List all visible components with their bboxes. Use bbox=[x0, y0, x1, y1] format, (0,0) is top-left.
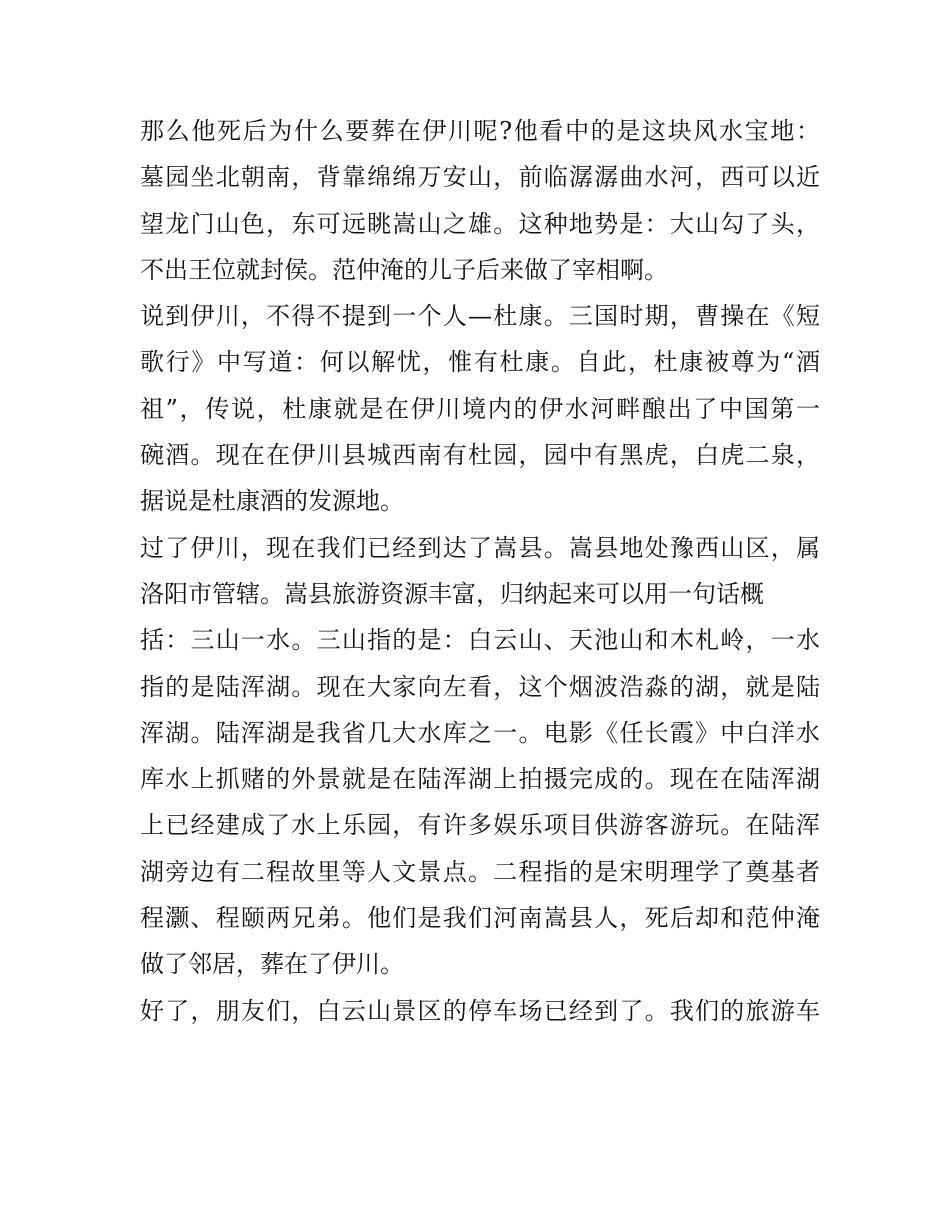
text-line: 好了，朋友们，白云山景区的停车场已经到了。我们的旅游车 bbox=[140, 996, 820, 1025]
text-line: 歌行》中写道：何以解忧，惟有杜康。自此，杜康被尊为“酒 bbox=[140, 348, 820, 377]
text-line: 过了伊川，现在我们已经到达了嵩县。嵩县地处豫西山区，属 bbox=[140, 533, 820, 562]
text-line: 据说是杜康酒的发源地。 bbox=[140, 487, 404, 516]
text-line: 上已经建成了水上乐园，有许多娱乐项目供游客游玩。在陆浑 bbox=[140, 811, 820, 840]
text-line: 浑湖。陆浑湖是我省几大水库之一。电影《任长霞》中白洋水 bbox=[140, 718, 820, 747]
text-line: 祖”，传说，杜康就是在伊川境内的伊水河畔酿出了中国第一 bbox=[140, 394, 820, 423]
text-line: 碗酒。现在在伊川县城西南有杜园，园中有黑虎，白虎二泉， bbox=[140, 441, 820, 470]
text-line: 说到伊川，不得不提到一个人—杜康。三国时期，曹操在《短 bbox=[140, 302, 820, 331]
text-line: 做了邻居，葬在了伊川。 bbox=[140, 950, 404, 979]
text-line: 那么他死后为什么要葬在伊川呢?他看中的是这块风水宝地： bbox=[140, 117, 820, 145]
text-line: 程灏、程颐两兄弟。他们是我们河南嵩县人，死后却和范仲淹 bbox=[140, 904, 820, 933]
text-line: 望龙门山色，东可远眺嵩山之雄。这种地势是：大山勾了头， bbox=[140, 209, 820, 238]
text-line: 墓园坐北朝南，背靠绵绵万安山，前临潺潺曲水河，西可以近 bbox=[140, 163, 820, 192]
text-line: 库水上抓赌的外景就是在陆浑湖上拍摄完成的。现在在陆浑湖 bbox=[140, 765, 820, 794]
document-body-text bbox=[140, 108, 820, 1034]
text-line: 指的是陆浑湖。现在大家向左看，这个烟波浩淼的湖，就是陆 bbox=[140, 672, 820, 701]
text-line: 洛阳市管辖。嵩县旅游资源丰富，归纳起来可以用一句话概 bbox=[140, 579, 764, 608]
text-line: 不出王位就封侯。范仲淹的儿子后来做了宰相啊。 bbox=[140, 255, 668, 284]
text-line: 括：三山一水。三山指的是：白云山、天池山和木札岭，一水 bbox=[140, 626, 820, 655]
text-line: 湖旁边有二程故里等人文景点。二程指的是宋明理学了奠基者 bbox=[140, 857, 820, 886]
